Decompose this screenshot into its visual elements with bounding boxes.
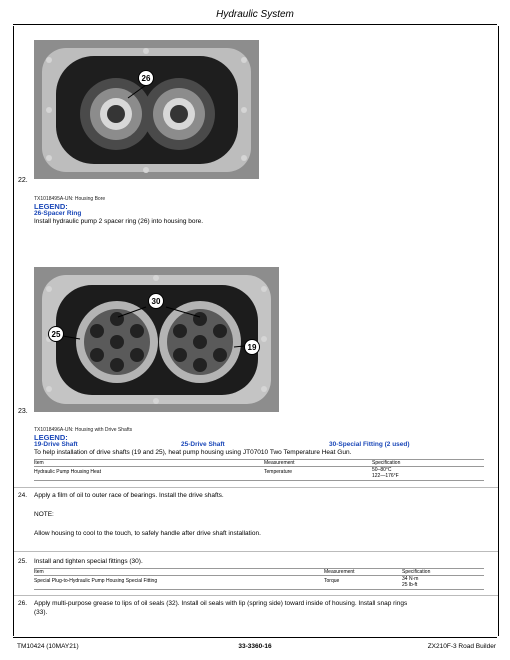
footer-manual-id: TM10424 (10MAY21) xyxy=(17,643,79,650)
heat-spec-table xyxy=(34,459,484,484)
step-23-legend-title: LEGEND: xyxy=(34,433,68,442)
table-cell-item: Special Plug-to-Hydraulic Pump Housing Special Fitting xyxy=(34,578,158,584)
step-23-number: 23. xyxy=(18,408,28,415)
footer-model-name: ZX210F-3 Road Builder xyxy=(427,643,496,650)
note-text: Allow housing to cool to the touch, to safely handle after drive shaft installation. xyxy=(34,530,261,537)
step-22-legend-title: LEGEND: xyxy=(34,202,68,211)
header-rule xyxy=(13,24,497,25)
page-content xyxy=(13,26,499,636)
legend-item-special-fitting: 30-Special Fitting (2 used) xyxy=(329,441,410,448)
table-rule xyxy=(34,480,484,481)
column-header-item: Item xyxy=(34,569,44,575)
step-26-instruction-line-1: Apply multi-purpose grease to lips of oil seals (32). Install oil seals with lip (spring side) toward inside of housing. Install snap rings xyxy=(34,600,408,607)
step-22-instruction: Install hydraulic pump 2 spacer ring (26) into housing bore. xyxy=(34,218,204,225)
step-separator xyxy=(14,551,498,552)
footer-rule xyxy=(13,637,497,638)
step-23-caption: TX1018496A-UN: Housing with Drive Shafts xyxy=(34,427,133,433)
step-22-number: 22. xyxy=(18,177,28,184)
table-cell-measurement: Torque xyxy=(324,578,340,584)
page-title: Hydraulic System xyxy=(216,9,294,20)
table-cell-measurement: Temperature xyxy=(264,469,293,475)
step-24-instruction: Apply a film of oil to outer race of bearings. Install the drive shafts. xyxy=(34,492,224,499)
step-22-caption: TX1018495A-UN: Housing Bore xyxy=(34,196,106,202)
step-separator xyxy=(14,487,498,488)
column-header-specification: Specification xyxy=(402,569,431,575)
step-24-number: 24. xyxy=(18,492,28,499)
step-23-instruction: To help installation of drive shafts (19 and 25), heat pump housing using JT07010 Two Temperature Heat Gun. xyxy=(34,449,352,456)
table-rule xyxy=(34,459,484,460)
legend-item-spacer-ring: 26-Spacer Ring xyxy=(34,210,82,217)
callout-30-label: 30 xyxy=(151,297,161,306)
torque-spec-table xyxy=(34,568,484,593)
column-header-measurement: Measurement xyxy=(324,569,355,575)
callout-26-label: 26 xyxy=(141,74,151,83)
column-header-measurement: Measurement xyxy=(264,460,295,466)
legend-item-drive-shaft-25: 25-Drive Shaft xyxy=(181,441,225,448)
callout-25-label: 25 xyxy=(51,330,61,339)
table-cell-spec-imperial: 122—176°F xyxy=(372,473,399,479)
table-cell-item: Hydraulic Pump Housing Heat xyxy=(34,469,101,475)
table-cell-spec-metric: 50–80°C xyxy=(372,467,392,473)
step-26-instruction-line-2: (33). xyxy=(34,609,48,616)
legend-item-drive-shaft-19: 19-Drive Shaft xyxy=(34,441,78,448)
step-26-number: 26. xyxy=(18,600,28,607)
table-cell-spec-metric: 34 N·m xyxy=(402,576,419,582)
footer-page-number: 33-3360-16 xyxy=(238,643,272,650)
step-25-number: 25. xyxy=(18,558,28,565)
callout-19-label: 19 xyxy=(247,343,257,352)
table-rule xyxy=(34,589,484,590)
page-header xyxy=(0,0,510,26)
table-rule xyxy=(34,466,484,467)
step-separator xyxy=(14,595,498,596)
step-25-instruction: Install and tighten special fittings (30). xyxy=(34,558,143,565)
note-label: NOTE: xyxy=(34,511,54,518)
column-header-item: Item xyxy=(34,460,44,466)
housing-drive-shafts-photo xyxy=(34,267,279,412)
table-cell-spec-imperial: 25 lb-ft xyxy=(402,582,418,588)
housing-bore-photo xyxy=(34,40,259,179)
column-header-specification: Specification xyxy=(372,460,401,466)
